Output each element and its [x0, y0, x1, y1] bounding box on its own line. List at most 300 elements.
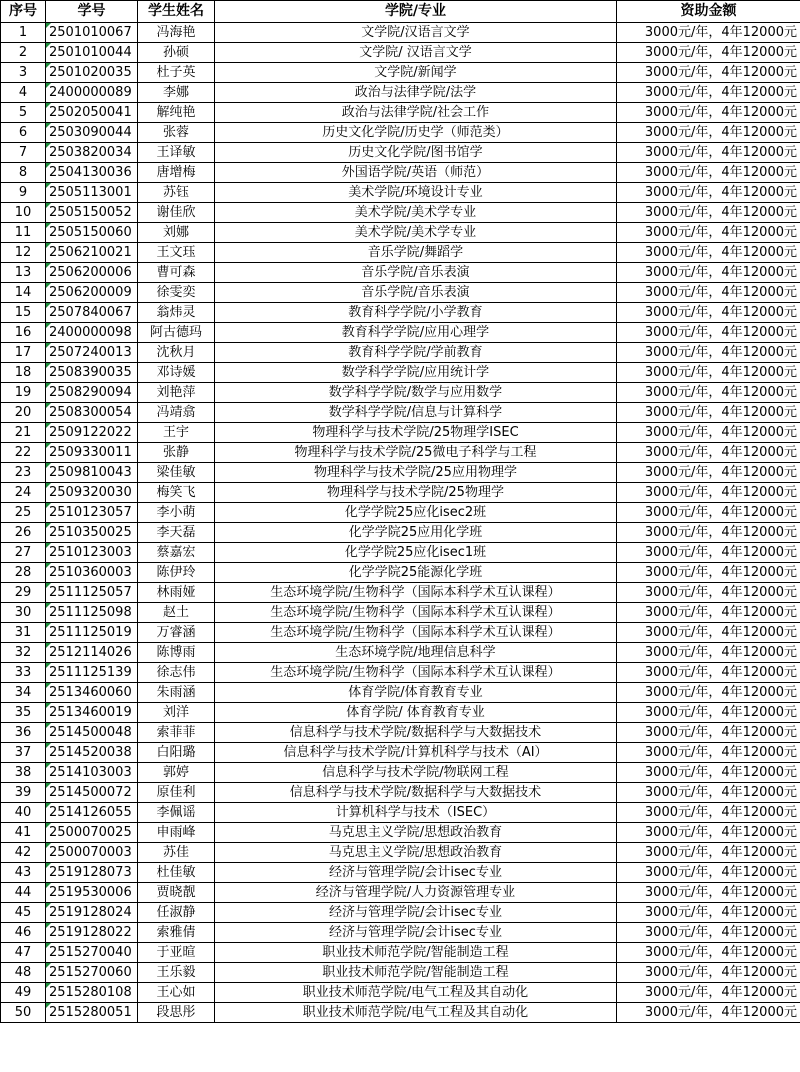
- cell-student-name[interactable]: 冯靖翕: [138, 403, 215, 423]
- header-cell-index[interactable]: 序号: [1, 1, 46, 23]
- cell-student-name[interactable]: 朱雨涵: [138, 683, 215, 703]
- table-row: [1, 743, 800, 763]
- cell-college-major[interactable]: 经济与管理学院/会计isec专业: [215, 903, 617, 923]
- cell-student-name[interactable]: 刘艳萍: [138, 383, 215, 403]
- cell-amount[interactable]: 3000元/年，4年12000元: [617, 203, 800, 223]
- cell-index[interactable]: 45: [1, 903, 46, 923]
- cell-student-name[interactable]: 刘娜: [138, 223, 215, 243]
- cell-student-id[interactable]: 2509122022: [46, 423, 138, 443]
- cell-amount[interactable]: 3000元/年，4年12000元: [617, 723, 800, 743]
- cell-student-id[interactable]: 2519530006: [46, 883, 138, 903]
- table-row: [1, 963, 800, 983]
- table-row: [1, 243, 800, 263]
- cell-college-major[interactable]: 文学院/新闻学: [215, 63, 617, 83]
- table-row: [1, 923, 800, 943]
- cell-college-major[interactable]: 文学院/ 汉语言文学: [215, 43, 617, 63]
- cell-index[interactable]: 25: [1, 503, 46, 523]
- table-row: [1, 63, 800, 83]
- cell-college-major[interactable]: 化学学院25应化isec2班: [215, 503, 617, 523]
- cell-amount[interactable]: 3000元/年，4年12000元: [617, 303, 800, 323]
- table-row: [1, 263, 800, 283]
- cell-amount[interactable]: 3000元/年，4年12000元: [617, 143, 800, 163]
- cell-student-name[interactable]: 杜佳敏: [138, 863, 215, 883]
- cell-student-id[interactable]: 2513460019: [46, 703, 138, 723]
- cell-college-major[interactable]: 政治与法律学院/社会工作: [215, 103, 617, 123]
- cell-college-major[interactable]: 化学学院25应用化学班: [215, 523, 617, 543]
- cell-student-name[interactable]: 梁佳敏: [138, 463, 215, 483]
- cell-index[interactable]: 10: [1, 203, 46, 223]
- cell-college-major[interactable]: 职业技术师范学院/智能制造工程: [215, 943, 617, 963]
- cell-index[interactable]: 26: [1, 523, 46, 543]
- table-row: [1, 1003, 800, 1023]
- cell-amount[interactable]: 3000元/年，4年12000元: [617, 803, 800, 823]
- cell-amount[interactable]: 3000元/年，4年12000元: [617, 423, 800, 443]
- cell-amount[interactable]: 3000元/年，4年12000元: [617, 183, 800, 203]
- cell-student-name[interactable]: 徐雯奕: [138, 283, 215, 303]
- cell-student-id[interactable]: 2503820034: [46, 143, 138, 163]
- table-row: [1, 583, 800, 603]
- cell-index[interactable]: 22: [1, 443, 46, 463]
- cell-student-name[interactable]: 原佳利: [138, 783, 215, 803]
- cell-amount[interactable]: 3000元/年，4年12000元: [617, 263, 800, 283]
- cell-student-id[interactable]: 2504130036: [46, 163, 138, 183]
- table-row: [1, 143, 800, 163]
- cell-college-major[interactable]: 体育学院/ 体育教育专业: [215, 703, 617, 723]
- cell-college-major[interactable]: 音乐学院/舞蹈学: [215, 243, 617, 263]
- cell-amount[interactable]: 3000元/年，4年12000元: [617, 883, 800, 903]
- cell-college-major[interactable]: 美术学院/环境设计专业: [215, 183, 617, 203]
- cell-student-id[interactable]: 2514103003: [46, 763, 138, 783]
- cell-student-name[interactable]: 申雨峰: [138, 823, 215, 843]
- cell-amount[interactable]: 3000元/年，4年12000元: [617, 283, 800, 303]
- cell-index[interactable]: 24: [1, 483, 46, 503]
- cell-amount[interactable]: 3000元/年，4年12000元: [617, 583, 800, 603]
- cell-amount[interactable]: 3000元/年，4年12000元: [617, 923, 800, 943]
- cell-college-major[interactable]: 职业技术师范学院/电气工程及其自动化: [215, 983, 617, 1003]
- cell-amount[interactable]: 3000元/年，4年12000元: [617, 363, 800, 383]
- cell-college-major[interactable]: 经济与管理学院/人力资源管理专业: [215, 883, 617, 903]
- cell-student-name[interactable]: 王宇: [138, 423, 215, 443]
- cell-amount[interactable]: 3000元/年，4年12000元: [617, 903, 800, 923]
- cell-college-major[interactable]: 职业技术师范学院/智能制造工程: [215, 963, 617, 983]
- cell-college-major[interactable]: 马克思主义学院/思想政治教育: [215, 843, 617, 863]
- cell-index[interactable]: 31: [1, 623, 46, 643]
- table-row: [1, 83, 800, 103]
- cell-student-id[interactable]: 2513460060: [46, 683, 138, 703]
- cell-college-major[interactable]: 政治与法律学院/法学: [215, 83, 617, 103]
- cell-college-major[interactable]: 经济与管理学院/会计isec专业: [215, 923, 617, 943]
- cell-index[interactable]: 23: [1, 463, 46, 483]
- cell-student-id[interactable]: 2506200009: [46, 283, 138, 303]
- cell-college-major[interactable]: 音乐学院/音乐表演: [215, 263, 617, 283]
- cell-student-id[interactable]: 2505150052: [46, 203, 138, 223]
- cell-student-name[interactable]: 杜子英: [138, 63, 215, 83]
- cell-college-major[interactable]: 信息科学与技术学院/物联网工程: [215, 763, 617, 783]
- cell-student-name[interactable]: 王译敏: [138, 143, 215, 163]
- table-row: [1, 23, 800, 43]
- cell-amount[interactable]: 3000元/年，4年12000元: [617, 963, 800, 983]
- cell-student-id[interactable]: 2515270060: [46, 963, 138, 983]
- cell-index[interactable]: 20: [1, 403, 46, 423]
- cell-amount[interactable]: 3000元/年，4年12000元: [617, 683, 800, 703]
- cell-student-id[interactable]: 2503090044: [46, 123, 138, 143]
- cell-student-name[interactable]: 张静: [138, 443, 215, 463]
- cell-student-name[interactable]: 索雅倩: [138, 923, 215, 943]
- cell-student-name[interactable]: 谢佳欣: [138, 203, 215, 223]
- cell-index[interactable]: 41: [1, 823, 46, 843]
- cell-student-name[interactable]: 白阳璐: [138, 743, 215, 763]
- cell-college-major[interactable]: 文学院/汉语言文学: [215, 23, 617, 43]
- cell-student-id[interactable]: 2506200006: [46, 263, 138, 283]
- table-row: [1, 103, 800, 123]
- cell-student-name[interactable]: 冯海艳: [138, 23, 215, 43]
- cell-index[interactable]: 2: [1, 43, 46, 63]
- cell-index[interactable]: 7: [1, 143, 46, 163]
- cell-student-name[interactable]: 唐增梅: [138, 163, 215, 183]
- cell-index[interactable]: 5: [1, 103, 46, 123]
- header-cell-college-major[interactable]: 学院/专业: [215, 1, 617, 23]
- cell-student-id[interactable]: 2514500072: [46, 783, 138, 803]
- table-row: [1, 383, 800, 403]
- cell-index[interactable]: 42: [1, 843, 46, 863]
- cell-student-id[interactable]: 2510123003: [46, 543, 138, 563]
- cell-index[interactable]: 39: [1, 783, 46, 803]
- cell-student-name[interactable]: 苏钰: [138, 183, 215, 203]
- cell-student-name[interactable]: 沈秋月: [138, 343, 215, 363]
- cell-student-id[interactable]: 2508390035: [46, 363, 138, 383]
- cell-index[interactable]: 21: [1, 423, 46, 443]
- cell-student-id[interactable]: 2400000098: [46, 323, 138, 343]
- cell-index[interactable]: 37: [1, 743, 46, 763]
- cell-college-major[interactable]: 生态环境学院/生物科学（国际本科学术互认课程）: [215, 623, 617, 643]
- cell-college-major[interactable]: 生态环境学院/地理信息科学: [215, 643, 617, 663]
- cell-amount[interactable]: 3000元/年，4年12000元: [617, 783, 800, 803]
- cell-index[interactable]: 32: [1, 643, 46, 663]
- cell-student-id[interactable]: 2507240013: [46, 343, 138, 363]
- header-cell-amount[interactable]: 资助金额: [617, 1, 800, 23]
- cell-college-major[interactable]: 化学学院25能源化学班: [215, 563, 617, 583]
- table-row: [1, 163, 800, 183]
- table-row: [1, 683, 800, 703]
- cell-college-major[interactable]: 信息科学与技术学院/数据科学与大数据技术: [215, 723, 617, 743]
- cell-student-id[interactable]: 2519128073: [46, 863, 138, 883]
- cell-college-major[interactable]: 数学科学学院/应用统计学: [215, 363, 617, 383]
- cell-amount[interactable]: 3000元/年，4年12000元: [617, 543, 800, 563]
- cell-student-id[interactable]: 2507840067: [46, 303, 138, 323]
- table-row: [1, 423, 800, 443]
- cell-amount[interactable]: 3000元/年，4年12000元: [617, 43, 800, 63]
- cell-amount[interactable]: 3000元/年，4年12000元: [617, 1003, 800, 1023]
- cell-student-id[interactable]: 2501010044: [46, 43, 138, 63]
- table-row: [1, 403, 800, 423]
- cell-college-major[interactable]: 音乐学院/音乐表演: [215, 283, 617, 303]
- cell-student-name[interactable]: 李天磊: [138, 523, 215, 543]
- cell-amount[interactable]: 3000元/年，4年12000元: [617, 243, 800, 263]
- cell-student-id[interactable]: 2509330011: [46, 443, 138, 463]
- cell-student-id[interactable]: 2512114026: [46, 643, 138, 663]
- cell-student-name[interactable]: 王心如: [138, 983, 215, 1003]
- cell-college-major[interactable]: 历史文化学院/历史学（师范类）: [215, 123, 617, 143]
- cell-index[interactable]: 6: [1, 123, 46, 143]
- cell-student-name[interactable]: 蔡嘉宏: [138, 543, 215, 563]
- table-row: [1, 763, 800, 783]
- cell-college-major[interactable]: 信息科学与技术学院/数据科学与大数据技术: [215, 783, 617, 803]
- cell-college-major[interactable]: 物理科学与技术学院/25物理学ISEC: [215, 423, 617, 443]
- cell-student-name[interactable]: 郭婷: [138, 763, 215, 783]
- cell-amount[interactable]: 3000元/年，4年12000元: [617, 383, 800, 403]
- cell-amount[interactable]: 3000元/年，4年12000元: [617, 563, 800, 583]
- cell-amount[interactable]: 3000元/年，4年12000元: [617, 663, 800, 683]
- table-row: [1, 783, 800, 803]
- cell-amount[interactable]: 3000元/年，4年12000元: [617, 703, 800, 723]
- cell-amount[interactable]: 3000元/年，4年12000元: [617, 943, 800, 963]
- cell-index[interactable]: 11: [1, 223, 46, 243]
- table-row: [1, 723, 800, 743]
- table-row: [1, 983, 800, 1003]
- cell-college-major[interactable]: 美术学院/美术学专业: [215, 223, 617, 243]
- table-row: [1, 643, 800, 663]
- cell-amount[interactable]: 3000元/年，4年12000元: [617, 603, 800, 623]
- table-row: [1, 663, 800, 683]
- cell-student-id[interactable]: 2514500048: [46, 723, 138, 743]
- cell-amount[interactable]: 3000元/年，4年12000元: [617, 983, 800, 1003]
- cell-college-major[interactable]: 教育科学学院/应用心理学: [215, 323, 617, 343]
- cell-amount[interactable]: 3000元/年，4年12000元: [617, 843, 800, 863]
- cell-student-id[interactable]: 2501010067: [46, 23, 138, 43]
- cell-student-id[interactable]: 2400000089: [46, 83, 138, 103]
- table-row: [1, 523, 800, 543]
- table-row: [1, 843, 800, 863]
- cell-amount[interactable]: 3000元/年，4年12000元: [617, 83, 800, 103]
- cell-college-major[interactable]: 马克思主义学院/思想政治教育: [215, 823, 617, 843]
- cell-student-name[interactable]: 阿古德玛: [138, 323, 215, 343]
- cell-student-name[interactable]: 李小萌: [138, 503, 215, 523]
- cell-index[interactable]: 40: [1, 803, 46, 823]
- cell-amount[interactable]: 3000元/年，4年12000元: [617, 343, 800, 363]
- cell-index[interactable]: 34: [1, 683, 46, 703]
- cell-college-major[interactable]: 美术学院/美术学专业: [215, 203, 617, 223]
- cell-student-name[interactable]: 贾晓靓: [138, 883, 215, 903]
- cell-index[interactable]: 4: [1, 83, 46, 103]
- cell-college-major[interactable]: 经济与管理学院/会计isec专业: [215, 863, 617, 883]
- cell-college-major[interactable]: 物理科学与技术学院/25物理学: [215, 483, 617, 503]
- cell-amount[interactable]: 3000元/年，4年12000元: [617, 743, 800, 763]
- cell-student-id[interactable]: 2515280051: [46, 1003, 138, 1023]
- cell-student-id[interactable]: 2510123057: [46, 503, 138, 523]
- cell-student-name[interactable]: 苏佳: [138, 843, 215, 863]
- cell-student-name[interactable]: 赵土: [138, 603, 215, 623]
- cell-amount[interactable]: 3000元/年，4年12000元: [617, 163, 800, 183]
- cell-student-id[interactable]: 2514520038: [46, 743, 138, 763]
- cell-college-major[interactable]: 体育学院/体育教育专业: [215, 683, 617, 703]
- cell-student-id[interactable]: 2506210021: [46, 243, 138, 263]
- cell-student-name[interactable]: 翁炜灵: [138, 303, 215, 323]
- table-row: [1, 303, 800, 323]
- cell-index[interactable]: 13: [1, 263, 46, 283]
- cell-index[interactable]: 49: [1, 983, 46, 1003]
- cell-index[interactable]: 35: [1, 703, 46, 723]
- cell-index[interactable]: 19: [1, 383, 46, 403]
- table-row: [1, 903, 800, 923]
- cell-index[interactable]: 46: [1, 923, 46, 943]
- cell-student-id[interactable]: 2511125057: [46, 583, 138, 603]
- cell-index[interactable]: 43: [1, 863, 46, 883]
- cell-amount[interactable]: 3000元/年，4年12000元: [617, 443, 800, 463]
- cell-student-id[interactable]: 2508290094: [46, 383, 138, 403]
- table-row: [1, 603, 800, 623]
- header-cell-student-name[interactable]: 学生姓名: [138, 1, 215, 23]
- cell-index[interactable]: 47: [1, 943, 46, 963]
- table-row: [1, 863, 800, 883]
- cell-index[interactable]: 9: [1, 183, 46, 203]
- cell-index[interactable]: 29: [1, 583, 46, 603]
- cell-index[interactable]: 3: [1, 63, 46, 83]
- cell-index[interactable]: 36: [1, 723, 46, 743]
- cell-college-major[interactable]: 信息科学与技术学院/计算机科学与技术（AI）: [215, 743, 617, 763]
- cell-amount[interactable]: 3000元/年，4年12000元: [617, 503, 800, 523]
- cell-student-id[interactable]: 2510360003: [46, 563, 138, 583]
- cell-student-name[interactable]: 任淑静: [138, 903, 215, 923]
- table-body: [1, 23, 800, 1023]
- cell-student-name[interactable]: 邓诗媛: [138, 363, 215, 383]
- table-row: [1, 483, 800, 503]
- cell-index[interactable]: 17: [1, 343, 46, 363]
- cell-college-major[interactable]: 数学科学学院/信息与计算科学: [215, 403, 617, 423]
- cell-amount[interactable]: 3000元/年，4年12000元: [617, 483, 800, 503]
- cell-index[interactable]: 16: [1, 323, 46, 343]
- cell-student-id[interactable]: 2514126055: [46, 803, 138, 823]
- cell-college-major[interactable]: 物理科学与技术学院/25微电子科学与工程: [215, 443, 617, 463]
- cell-index[interactable]: 8: [1, 163, 46, 183]
- table-row: [1, 563, 800, 583]
- cell-index[interactable]: 48: [1, 963, 46, 983]
- cell-index[interactable]: 27: [1, 543, 46, 563]
- table-row: [1, 823, 800, 843]
- cell-student-id[interactable]: 2505113001: [46, 183, 138, 203]
- table-row: [1, 943, 800, 963]
- cell-index[interactable]: 1: [1, 23, 46, 43]
- cell-student-id[interactable]: 2519128024: [46, 903, 138, 923]
- cell-amount[interactable]: 3000元/年，4年12000元: [617, 23, 800, 43]
- cell-college-major[interactable]: 教育科学学院/小学教育: [215, 303, 617, 323]
- cell-student-name[interactable]: 于亚暄: [138, 943, 215, 963]
- cell-amount[interactable]: 3000元/年，4年12000元: [617, 463, 800, 483]
- table-row: [1, 203, 800, 223]
- table-row: [1, 883, 800, 903]
- cell-amount[interactable]: 3000元/年，4年12000元: [617, 103, 800, 123]
- cell-student-name[interactable]: 段思彤: [138, 1003, 215, 1023]
- cell-student-name[interactable]: 徐志伟: [138, 663, 215, 683]
- cell-index[interactable]: 12: [1, 243, 46, 263]
- cell-student-id[interactable]: 2509320030: [46, 483, 138, 503]
- cell-student-id[interactable]: 2508300054: [46, 403, 138, 423]
- cell-student-name[interactable]: 李佩谣: [138, 803, 215, 823]
- table-row: [1, 803, 800, 823]
- cell-student-name[interactable]: 孙硕: [138, 43, 215, 63]
- cell-college-major[interactable]: 生态环境学院/生物科学（国际本科学术互认课程）: [215, 663, 617, 683]
- cell-student-name[interactable]: 索菲菲: [138, 723, 215, 743]
- cell-student-id[interactable]: 2511125098: [46, 603, 138, 623]
- table-row: [1, 363, 800, 383]
- cell-student-name[interactable]: 王文珏: [138, 243, 215, 263]
- cell-student-name[interactable]: 曹可森: [138, 263, 215, 283]
- cell-index[interactable]: 30: [1, 603, 46, 623]
- cell-college-major[interactable]: 外国语学院/英语（师范）: [215, 163, 617, 183]
- cell-amount[interactable]: 3000元/年，4年12000元: [617, 863, 800, 883]
- cell-student-name[interactable]: 林雨娅: [138, 583, 215, 603]
- cell-amount[interactable]: 3000元/年，4年12000元: [617, 403, 800, 423]
- cell-student-id[interactable]: 2500070003: [46, 843, 138, 863]
- cell-student-id[interactable]: 2505150060: [46, 223, 138, 243]
- header-cell-student-id[interactable]: 学号: [46, 1, 138, 23]
- cell-index[interactable]: 33: [1, 663, 46, 683]
- cell-index[interactable]: 44: [1, 883, 46, 903]
- cell-amount[interactable]: 3000元/年，4年12000元: [617, 763, 800, 783]
- cell-college-major[interactable]: 教育科学学院/学前教育: [215, 343, 617, 363]
- table-row: [1, 323, 800, 343]
- cell-amount[interactable]: 3000元/年，4年12000元: [617, 123, 800, 143]
- cell-college-major[interactable]: 历史文化学院/图书馆学: [215, 143, 617, 163]
- cell-college-major[interactable]: 职业技术师范学院/电气工程及其自动化: [215, 1003, 617, 1023]
- table-row: [1, 183, 800, 203]
- cell-student-id[interactable]: 2510350025: [46, 523, 138, 543]
- table-row: [1, 443, 800, 463]
- cell-college-major[interactable]: 生态环境学院/生物科学（国际本科学术互认课程）: [215, 583, 617, 603]
- cell-student-id[interactable]: 2511125019: [46, 623, 138, 643]
- cell-student-id[interactable]: 2515280108: [46, 983, 138, 1003]
- cell-student-name[interactable]: 张蓉: [138, 123, 215, 143]
- cell-college-major[interactable]: 化学学院25应化isec1班: [215, 543, 617, 563]
- cell-student-id[interactable]: 2502050041: [46, 103, 138, 123]
- cell-index[interactable]: 15: [1, 303, 46, 323]
- cell-amount[interactable]: 3000元/年，4年12000元: [617, 63, 800, 83]
- cell-student-name[interactable]: 王乐毅: [138, 963, 215, 983]
- cell-student-id[interactable]: 2500070025: [46, 823, 138, 843]
- cell-index[interactable]: 28: [1, 563, 46, 583]
- cell-index[interactable]: 14: [1, 283, 46, 303]
- cell-index[interactable]: 38: [1, 763, 46, 783]
- cell-student-id[interactable]: 2519128022: [46, 923, 138, 943]
- table-row: [1, 343, 800, 363]
- cell-amount[interactable]: 3000元/年，4年12000元: [617, 323, 800, 343]
- cell-index[interactable]: 50: [1, 1003, 46, 1023]
- cell-student-name[interactable]: 刘洋: [138, 703, 215, 723]
- cell-college-major[interactable]: 生态环境学院/生物科学（国际本科学术互认课程）: [215, 603, 617, 623]
- cell-student-name[interactable]: 解纯艳: [138, 103, 215, 123]
- cell-student-id[interactable]: 2511125139: [46, 663, 138, 683]
- cell-college-major[interactable]: 计算机科学与技术（ISEC）: [215, 803, 617, 823]
- cell-amount[interactable]: 3000元/年，4年12000元: [617, 623, 800, 643]
- cell-college-major[interactable]: 数学科学学院/数学与应用数学: [215, 383, 617, 403]
- cell-student-id[interactable]: 2509810043: [46, 463, 138, 483]
- cell-student-name[interactable]: 陈博雨: [138, 643, 215, 663]
- cell-student-name[interactable]: 李娜: [138, 83, 215, 103]
- cell-amount[interactable]: 3000元/年，4年12000元: [617, 643, 800, 663]
- table-row: [1, 283, 800, 303]
- cell-college-major[interactable]: 物理科学与技术学院/25应用物理学: [215, 463, 617, 483]
- cell-student-name[interactable]: 万睿涵: [138, 623, 215, 643]
- header-row: [1, 1, 800, 23]
- cell-student-name[interactable]: 梅笑飞: [138, 483, 215, 503]
- cell-index[interactable]: 18: [1, 363, 46, 383]
- cell-student-name[interactable]: 陈伊玲: [138, 563, 215, 583]
- cell-student-id[interactable]: 2515270040: [46, 943, 138, 963]
- cell-student-id[interactable]: 2501020035: [46, 63, 138, 83]
- cell-amount[interactable]: 3000元/年，4年12000元: [617, 523, 800, 543]
- cell-amount[interactable]: 3000元/年，4年12000元: [617, 823, 800, 843]
- cell-amount[interactable]: 3000元/年，4年12000元: [617, 223, 800, 243]
- table-row: [1, 463, 800, 483]
